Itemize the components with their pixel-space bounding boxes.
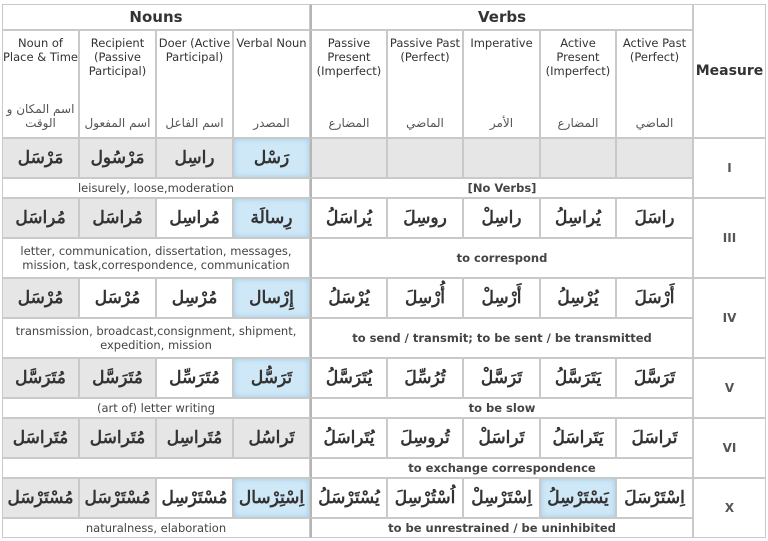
noun-meaning: [2, 458, 310, 478]
verb-form: يُتَراسَلُ: [310, 418, 387, 458]
verb-form: [387, 138, 463, 178]
verb-meaning: to be slow: [310, 398, 693, 418]
verb-form: اِسْتَرْسَلَ: [616, 478, 693, 518]
column-label-en: Doer (Active Participal): [158, 36, 231, 64]
noun-column-header: [79, 30, 156, 138]
noun-form: رِسالَة: [233, 198, 310, 238]
noun-form: تَرَسُّل: [233, 358, 310, 398]
verb-column-header: [310, 30, 387, 138]
verb-form: تَرَسَّلْ: [463, 358, 540, 398]
verb-form: أَرْسَلَ: [616, 278, 693, 318]
verb-form: [463, 138, 540, 178]
column-label-ar: اسم الفاعل: [165, 116, 224, 130]
verb-form: اُسْتُرْسِلَ: [387, 478, 463, 518]
noun-form: مُتَرَسَّل: [79, 358, 156, 398]
noun-form: مُرْسَل: [2, 278, 79, 318]
noun-form: راسِل: [156, 138, 233, 178]
verb-form: يَتَراسَلُ: [540, 418, 616, 458]
column-label-ar: اسم المكان و الوقت: [6, 102, 75, 130]
verb-column-header: [540, 30, 616, 138]
verb-form: [616, 138, 693, 178]
noun-column-header: [2, 30, 79, 138]
noun-form: مُراسَل: [79, 198, 156, 238]
noun-column-header: [233, 30, 310, 138]
verb-form: [310, 138, 387, 178]
verb-meaning: to send / transmit; to be sent / be transmitted: [310, 318, 693, 358]
noun-meaning: naturalness, elaboration: [2, 518, 310, 538]
noun-meaning: leisurely, loose,moderation: [2, 178, 310, 198]
noun-form: اِسْتِرْسال: [233, 478, 310, 518]
verb-form: تُرُسِّلَ: [387, 358, 463, 398]
noun-meaning: (art of) letter writing: [2, 398, 310, 418]
measure-header: Measure: [693, 4, 766, 138]
measure-label: IV: [693, 278, 766, 358]
measure-label: V: [693, 358, 766, 418]
noun-form: مُسْتَرْسَل: [79, 478, 156, 518]
verb-form: اِسْتَرْسِلْ: [463, 478, 540, 518]
noun-form: مُرْسِل: [156, 278, 233, 318]
verb-form: راسِلْ: [463, 198, 540, 238]
noun-form: مُتَراسَل: [2, 418, 79, 458]
verb-form: [540, 138, 616, 178]
noun-form: إِرْسال: [233, 278, 310, 318]
noun-form: مُسْتَرْسِل: [156, 478, 233, 518]
verb-meaning: to correspond: [310, 238, 693, 278]
noun-form: مُراسِل: [156, 198, 233, 238]
column-label-en: Recipient (Passive Participal): [88, 36, 147, 78]
column-label-en: Active Present (Imperfect): [545, 36, 611, 78]
verb-column-header: [387, 30, 463, 138]
column-label-en: Active Past (Perfect): [622, 36, 687, 64]
verb-form: أَرْسِلْ: [463, 278, 540, 318]
noun-form: مُراسَل: [2, 198, 79, 238]
verb-meaning: to exchange correspondence: [310, 458, 693, 478]
verb-form: يُرْسَلُ: [310, 278, 387, 318]
verb-form: راسَلَ: [616, 198, 693, 238]
verb-form: تَراسَلْ: [463, 418, 540, 458]
noun-form: تَراسُل: [233, 418, 310, 458]
measure-label: X: [693, 478, 766, 538]
noun-form: رَسْل: [233, 138, 310, 178]
column-label-en: Passive Present (Imperfect): [316, 36, 382, 78]
verb-form: تَراسَلَ: [616, 418, 693, 458]
noun-meaning: transmission, broadcast,consignment, shipment, expedition, mission: [2, 318, 310, 358]
verb-form: روسِلَ: [387, 198, 463, 238]
verb-form: يُسْتَرْسَلُ: [310, 478, 387, 518]
measure-label: I: [693, 138, 766, 198]
verb-form: يُراسِلُ: [540, 198, 616, 238]
noun-meaning: letter, communication, dissertation, messages, mission, task,correspondence, communication: [2, 238, 310, 278]
column-label-en: Noun of Place & Time: [3, 36, 78, 64]
noun-form: مَرْسَل: [2, 138, 79, 178]
column-label-ar: المضارع: [328, 116, 370, 130]
column-label-ar: اسم المفعول: [84, 116, 151, 130]
column-label-ar: الأمر: [489, 116, 514, 130]
measure-label: VI: [693, 418, 766, 478]
verb-meaning: [No Verbs]: [310, 178, 693, 198]
column-label-en: Imperative: [470, 36, 533, 50]
column-label-en: Passive Past (Perfect): [389, 36, 461, 64]
verb-form: تُروسِلَ: [387, 418, 463, 458]
noun-form: مُتَرَسَّل: [2, 358, 79, 398]
verb-form: أُرْسِلَ: [387, 278, 463, 318]
noun-form: مُتَرَسِّل: [156, 358, 233, 398]
verb-form: يُراسَلُ: [310, 198, 387, 238]
noun-form: مُتَراسَل: [79, 418, 156, 458]
column-label-ar: المصدر: [253, 116, 290, 130]
column-label-ar: الماضي: [406, 116, 444, 130]
column-label-ar: المضارع: [557, 116, 599, 130]
noun-form: مُسْتَرْسَل: [2, 478, 79, 518]
verbs-header: Verbs: [310, 4, 693, 30]
verb-form: يُتَرَسَّلُ: [310, 358, 387, 398]
verb-form: تَرَسَّلَ: [616, 358, 693, 398]
column-label-ar: الماضي: [635, 116, 674, 130]
noun-column-header: [156, 30, 233, 138]
verb-form: يَتَرَسَّلُ: [540, 358, 616, 398]
verb-form: يُرْسِلُ: [540, 278, 616, 318]
noun-form: مُرْسَل: [79, 278, 156, 318]
noun-form: مُتَراسِل: [156, 418, 233, 458]
verb-meaning: to be unrestrained / be uninhibited: [310, 518, 693, 538]
noun-form: مَرْسُول: [79, 138, 156, 178]
verb-column-header: [616, 30, 693, 138]
measure-label: III: [693, 198, 766, 278]
verb-form: يَسْتَرْسِلُ: [540, 478, 616, 518]
column-label-en: Verbal Noun: [236, 36, 307, 50]
nouns-header: Nouns: [2, 4, 310, 30]
verb-column-header: [463, 30, 540, 138]
